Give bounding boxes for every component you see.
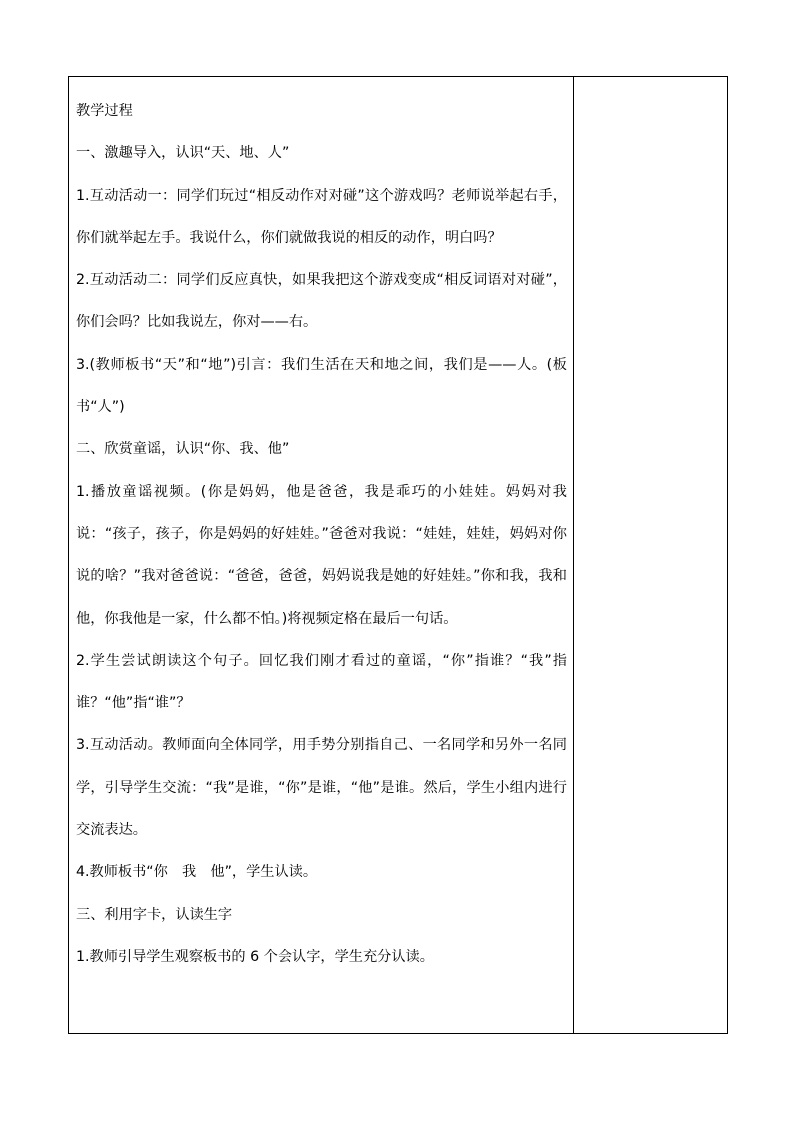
section-heading-part-two: 二、欣赏童谣，认识“你、我、他” — [76, 441, 290, 458]
paragraph-interaction: 3.互动活动。教师面向全体同学，用手势分别指自己、一名同学和另外一名同学，引导学生交流：“我”是谁，“你”是谁，“他”是谁。然后，学生小组内进行交流表达。 — [76, 737, 567, 839]
section-heading-part-one: 一、激趣导入，认识“天、地、人” — [76, 145, 290, 162]
lesson-plan-table — [68, 76, 728, 1034]
paragraph-activity-two: 2.互动活动二：同学们反应真快，如果我把这个游戏变成“相反词语对对碰”，你们会吗？比如我说左，你对——右。 — [76, 272, 567, 331]
paragraph-observe-characters: 1.教师引导学生观察板书的 6 个会认字，学生充分认读。 — [76, 948, 434, 965]
paragraph-activity-one: 1.互动活动一：同学们玩过“相反动作对对碰”这个游戏吗？老师说举起右手，你们就举起左手。我说什么，你们就做我说的相反的动作，明白吗？ — [76, 187, 567, 246]
paragraph-board-writing: 3.(教师板书“天”和“地”)引言：我们生活在天和地之间，我们是——人。(板书“人”) — [76, 356, 567, 416]
notes-cell — [574, 77, 728, 1034]
section-heading-part-three: 三、利用字卡，认读生字 — [76, 906, 233, 923]
paragraph-reading-attempt: 2.学生尝试朗读这个句子。回忆我们刚才看过的童谣，“你”指谁？“我”指谁？“他”指“谁”？ — [76, 652, 567, 712]
paragraph-board-you-me-him: 4.教师板书“你 我 他”，学生认读。 — [76, 864, 318, 881]
table-row — [69, 77, 728, 1034]
section-heading-teaching-process: 教学过程 — [76, 103, 133, 119]
paragraph-nursery-rhyme: 1.播放童谣视频。(你是妈妈，他是爸爸，我是乖巧的小娃娃。妈妈对我说：“孩子，孩子，你是妈妈的好娃娃。”爸爸对我说：“娃娃，娃娃，妈妈对你说的啥？”我对爸爸说：“爸爸，爸爸，妈妈说我是她的好娃娃。”你和我，我和他，你我他是一家，什么都不怕。)将视频定格在最后一句话。 — [76, 483, 567, 627]
teaching-process-cell — [69, 77, 574, 1034]
teaching-process-content — [69, 77, 573, 978]
